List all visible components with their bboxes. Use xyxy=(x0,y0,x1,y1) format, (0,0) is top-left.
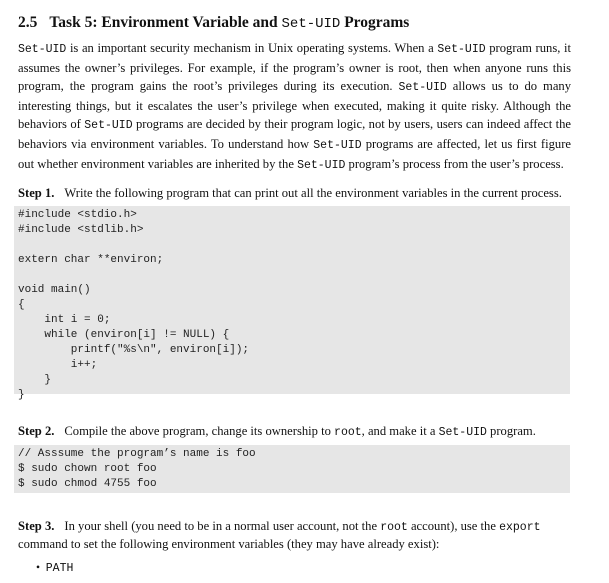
section-number: 2.5 xyxy=(18,14,38,31)
step3-code-export: export xyxy=(499,521,541,534)
step3-text-before: In your shell (you need to be in a normal user account, not the xyxy=(64,519,381,533)
step3-code-root: root xyxy=(380,521,408,534)
step3-line1 xyxy=(18,517,578,537)
step2-code: // Asssume the program’s name is foo $ sudo chown root foo $ sudo chmod 4755 foo xyxy=(18,448,256,490)
paragraph-text: is an important security mechanism in Unix operating systems. When a xyxy=(66,41,438,55)
bullet-text: PATH xyxy=(45,562,74,575)
inline-code: Set-UID xyxy=(398,81,447,94)
paragraph-text: program runs, it assumes the owner’s privileges. For example, if the program’s owner is root, then when anyone runs this program, the program gains the root’s privileges during its execution. xyxy=(18,41,572,93)
inline-code: Set-UID xyxy=(297,159,346,172)
inline-code: Set-UID xyxy=(437,43,486,56)
paragraph-text: allows us to do many interesting things, but it escalates the user’s privilege when executed, making it quite risky. Although the behaviors of xyxy=(18,79,571,131)
step1-description: Write the following program that can print out all the environment variables in the current process. xyxy=(64,186,562,200)
section-title-prefix: Task 5: Environment Variable and xyxy=(49,14,282,31)
section-heading xyxy=(18,14,409,32)
step2-text-before: Compile the above program, change its ownership to xyxy=(64,424,335,438)
bullet-item xyxy=(36,562,73,575)
step3-text-middle: account), use the xyxy=(407,519,500,533)
step1-label: Step 1. xyxy=(18,186,55,200)
step2-text-after: program. xyxy=(486,424,536,438)
step2-text xyxy=(18,422,578,442)
step2-label: Step 2. xyxy=(18,424,55,438)
intro-paragraph xyxy=(18,39,571,175)
step1-text xyxy=(18,184,578,202)
step2-code-root: root xyxy=(334,426,362,439)
step2-code-block xyxy=(14,445,570,493)
section-title-suffix: Programs xyxy=(340,14,410,31)
step2-text-middle: , and make it a xyxy=(361,424,439,438)
bullet-symbol: • xyxy=(36,562,41,574)
section-title-code: Set-UID xyxy=(281,16,341,32)
step2-code-setuid: Set-UID xyxy=(438,426,487,439)
inline-code: Set-UID xyxy=(313,139,362,152)
paragraph-text: programs are decided by their program logic, not by users, users can indeed affect the behaviors via environment variables. To understand how xyxy=(18,117,571,151)
step3-label: Step 3. xyxy=(18,519,55,533)
step3-line2: command to set the following environment variables (they may have already exist): xyxy=(18,537,440,551)
paragraph-text: programs are affected, let us first figure out whether environment variables are inherited by the xyxy=(18,137,571,171)
paragraph-text: program’s process from the user’s process. xyxy=(345,157,564,171)
inline-code: Set-UID xyxy=(84,119,133,132)
inline-code: Set-UID xyxy=(18,43,67,56)
step1-code-block xyxy=(14,206,570,401)
step1-code: #include <stdio.h> #include <stdlib.h> extern char **environ; void main() { int i = 0; while (environ[i] != NULL) { printf("%s\n", environ[i]); i++; } } xyxy=(18,209,250,401)
